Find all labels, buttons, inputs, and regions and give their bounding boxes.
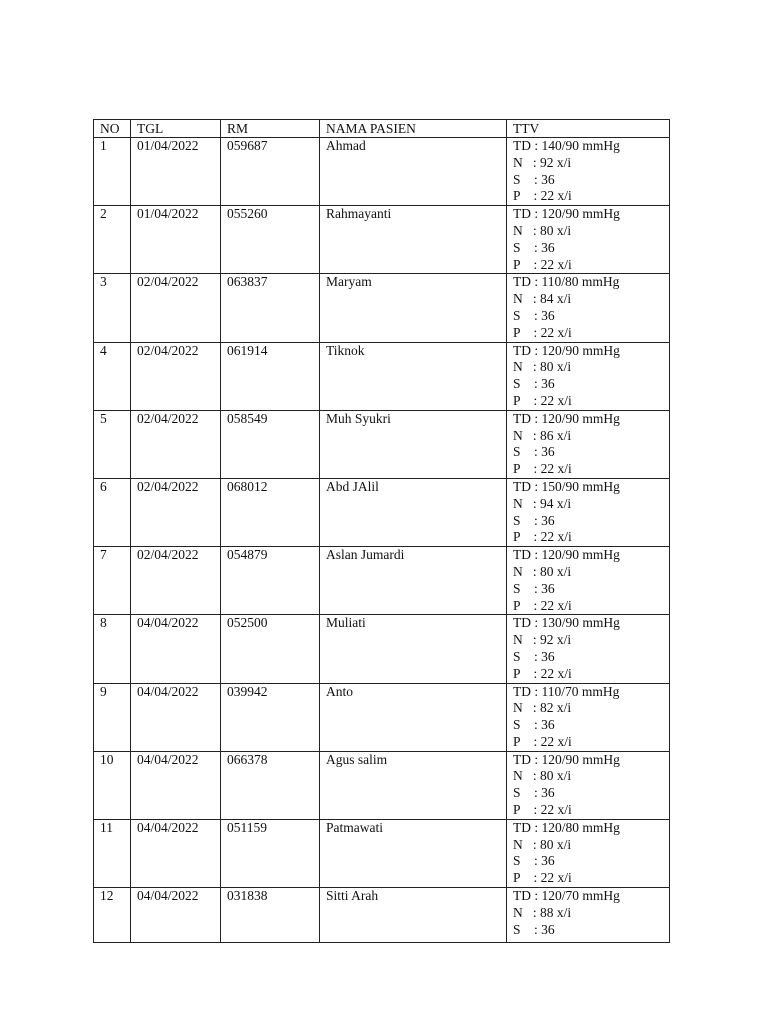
cell-tgl: 04/04/2022 <box>131 615 221 683</box>
ttv-line: TD : 120/70 mmHg <box>513 888 620 904</box>
cell-no: 5 <box>94 410 131 478</box>
ttv-line: S : 36 <box>513 717 555 733</box>
table-row <box>94 751 670 819</box>
cell-ttv <box>507 274 670 342</box>
ttv-line: N : 80 x/i <box>513 563 572 579</box>
patient-vitals-table <box>93 119 670 943</box>
cell-tgl: 02/04/2022 <box>131 410 221 478</box>
cell-tgl: 02/04/2022 <box>131 478 221 546</box>
ttv-line: N : 80 x/i <box>513 836 572 852</box>
ttv-line: N : 92 x/i <box>513 154 572 170</box>
ttv-line: S : 36 <box>513 307 555 323</box>
cell-no: 9 <box>94 683 131 751</box>
cell-rm: 039942 <box>221 683 320 751</box>
cell-ttv <box>507 751 670 819</box>
header-ttv: TTV <box>507 120 670 138</box>
table-row <box>94 410 670 478</box>
ttv-line: S : 36 <box>513 376 555 392</box>
cell-ttv <box>507 819 670 887</box>
ttv-line: P : 22 x/i <box>513 529 572 545</box>
cell-rm: 063837 <box>221 274 320 342</box>
cell-nama-pasien: Patmawati <box>320 819 507 887</box>
ttv-line: N : 94 x/i <box>513 495 572 511</box>
ttv-line: P : 22 x/i <box>513 870 572 886</box>
ttv-line: S : 36 <box>513 580 555 596</box>
ttv-line: P : 22 x/i <box>513 802 572 818</box>
cell-ttv <box>507 138 670 206</box>
cell-no: 7 <box>94 547 131 615</box>
table-row <box>94 683 670 751</box>
table-row <box>94 138 670 206</box>
cell-nama-pasien: Agus salim <box>320 751 507 819</box>
ttv-line: S : 36 <box>513 648 555 664</box>
cell-rm: 052500 <box>221 615 320 683</box>
cell-nama-pasien: Tiknok <box>320 342 507 410</box>
table-row <box>94 888 670 943</box>
table-row <box>94 478 670 546</box>
cell-tgl: 01/04/2022 <box>131 138 221 206</box>
ttv-line: P : 22 x/i <box>513 256 572 272</box>
header-nama-pasien: NAMA PASIEN <box>320 120 507 138</box>
cell-tgl: 04/04/2022 <box>131 683 221 751</box>
ttv-line: N : 82 x/i <box>513 700 572 716</box>
ttv-line: N : 80 x/i <box>513 768 572 784</box>
table-header-row <box>94 120 670 138</box>
cell-ttv <box>507 342 670 410</box>
ttv-line: N : 88 x/i <box>513 904 572 920</box>
ttv-line: N : 84 x/i <box>513 291 572 307</box>
cell-ttv <box>507 478 670 546</box>
cell-tgl: 04/04/2022 <box>131 888 221 943</box>
cell-nama-pasien: Ahmad <box>320 138 507 206</box>
ttv-line: TD : 120/90 mmHg <box>513 206 620 222</box>
cell-no: 12 <box>94 888 131 943</box>
ttv-line: TD : 120/90 mmHg <box>513 751 620 767</box>
ttv-line: TD : 120/80 mmHg <box>513 819 620 835</box>
table-row <box>94 206 670 274</box>
cell-ttv <box>507 888 670 943</box>
ttv-line: N : 92 x/i <box>513 632 572 648</box>
ttv-line: P : 22 x/i <box>513 188 572 204</box>
ttv-line: S : 36 <box>513 853 555 869</box>
cell-rm: 059687 <box>221 138 320 206</box>
header-no: NO <box>94 120 131 138</box>
cell-tgl: 02/04/2022 <box>131 547 221 615</box>
table-body <box>94 138 670 943</box>
ttv-line: P : 22 x/i <box>513 665 572 681</box>
table-row <box>94 342 670 410</box>
ttv-line: TD : 120/90 mmHg <box>513 547 620 563</box>
cell-rm: 031838 <box>221 888 320 943</box>
cell-ttv <box>507 206 670 274</box>
table-row <box>94 615 670 683</box>
cell-no: 4 <box>94 342 131 410</box>
cell-tgl: 04/04/2022 <box>131 819 221 887</box>
cell-nama-pasien: Rahmayanti <box>320 206 507 274</box>
cell-rm: 051159 <box>221 819 320 887</box>
cell-ttv <box>507 615 670 683</box>
cell-ttv <box>507 547 670 615</box>
ttv-line: TD : 130/90 mmHg <box>513 615 620 631</box>
cell-no: 2 <box>94 206 131 274</box>
cell-rm: 058549 <box>221 410 320 478</box>
cell-ttv <box>507 683 670 751</box>
cell-tgl: 01/04/2022 <box>131 206 221 274</box>
cell-nama-pasien: Muliati <box>320 615 507 683</box>
ttv-line: P : 22 x/i <box>513 461 572 477</box>
ttv-line: TD : 120/90 mmHg <box>513 410 620 426</box>
header-tgl: TGL <box>131 120 221 138</box>
cell-rm: 055260 <box>221 206 320 274</box>
table-row <box>94 547 670 615</box>
ttv-line: P : 22 x/i <box>513 597 572 613</box>
cell-no: 10 <box>94 751 131 819</box>
cell-tgl: 02/04/2022 <box>131 274 221 342</box>
ttv-line: N : 80 x/i <box>513 359 572 375</box>
header-rm: RM <box>221 120 320 138</box>
cell-rm: 054879 <box>221 547 320 615</box>
ttv-line: TD : 140/90 mmHg <box>513 138 620 153</box>
ttv-line: P : 22 x/i <box>513 324 572 340</box>
cell-no: 8 <box>94 615 131 683</box>
cell-tgl: 02/04/2022 <box>131 342 221 410</box>
ttv-line: S : 36 <box>513 512 555 528</box>
ttv-line: TD : 110/70 mmHg <box>513 683 620 699</box>
ttv-line: S : 36 <box>513 239 555 255</box>
cell-no: 3 <box>94 274 131 342</box>
table-row <box>94 819 670 887</box>
cell-rm: 061914 <box>221 342 320 410</box>
cell-nama-pasien: Aslan Jumardi <box>320 547 507 615</box>
table-row <box>94 274 670 342</box>
cell-rm: 068012 <box>221 478 320 546</box>
cell-nama-pasien: Muh Syukri <box>320 410 507 478</box>
ttv-line: P : 22 x/i <box>513 392 572 408</box>
cell-nama-pasien: Sitti Arah <box>320 888 507 943</box>
ttv-line: TD : 120/90 mmHg <box>513 342 620 358</box>
ttv-line: N : 80 x/i <box>513 222 572 238</box>
ttv-line: TD : 110/80 mmHg <box>513 274 620 290</box>
ttv-line: S : 36 <box>513 785 555 801</box>
cell-nama-pasien: Anto <box>320 683 507 751</box>
cell-tgl: 04/04/2022 <box>131 751 221 819</box>
cell-no: 6 <box>94 478 131 546</box>
ttv-line: S : 36 <box>513 444 555 460</box>
cell-ttv <box>507 410 670 478</box>
cell-no: 1 <box>94 138 131 206</box>
cell-rm: 066378 <box>221 751 320 819</box>
cell-no: 11 <box>94 819 131 887</box>
ttv-line: N : 86 x/i <box>513 427 572 443</box>
cell-nama-pasien: Maryam <box>320 274 507 342</box>
ttv-line: S : 36 <box>513 171 555 187</box>
ttv-line: P : 22 x/i <box>513 733 572 749</box>
ttv-line: TD : 150/90 mmHg <box>513 478 620 494</box>
cell-nama-pasien: Abd JAlil <box>320 478 507 546</box>
ttv-line: S : 36 <box>513 921 555 937</box>
